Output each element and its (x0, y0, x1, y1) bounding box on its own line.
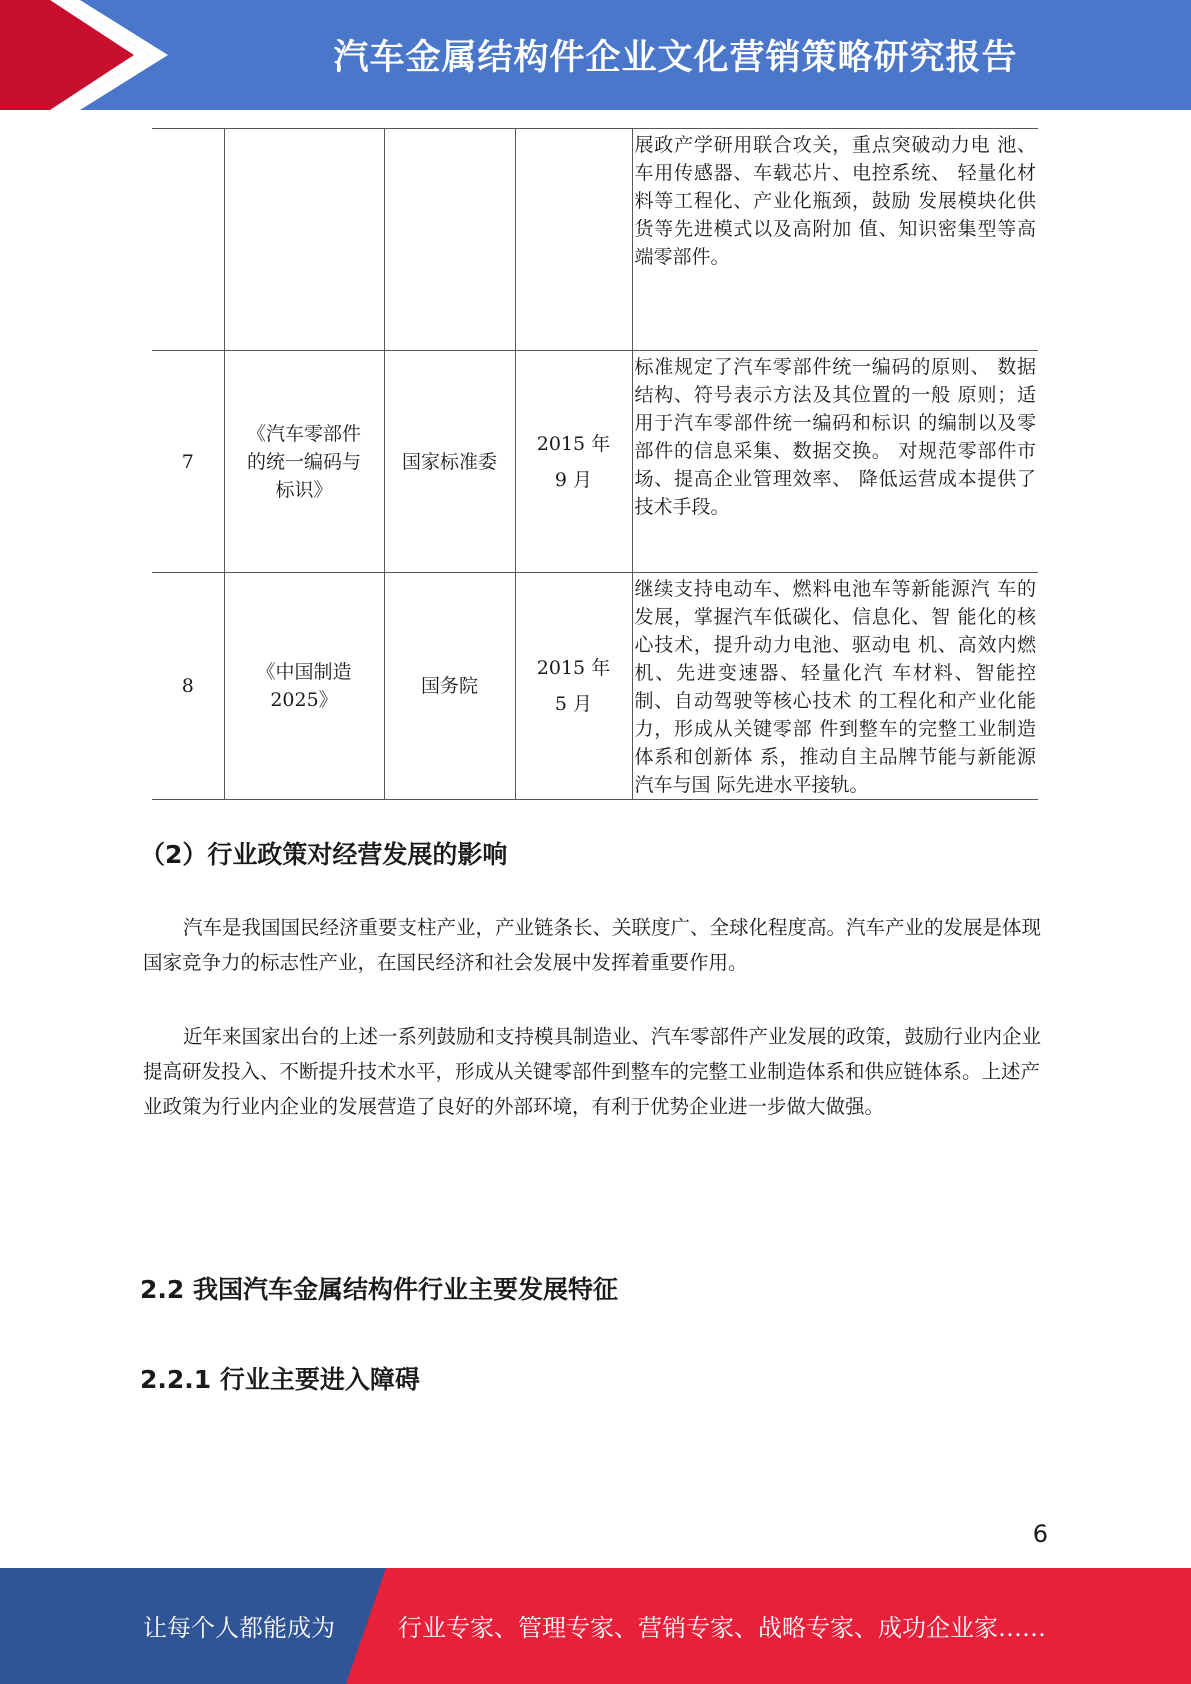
cell-date: 2015 年 5 月 (515, 573, 632, 800)
section-heading-impact: （2）行业政策对经营发展的影响 (140, 840, 508, 869)
cell-date (515, 129, 632, 351)
cell-content: 展政产学研用联合攻关，重点突破动力电 池、车用传感器、车载芯片、电控系统、 轻量化材料等工程化、产业化瓶颈，鼓励 发展模块化供货等先进模式以及高附加 值、知识密集型等高端零部件。 (632, 129, 1038, 351)
footer-slogan-right: 行业专家、管理专家、营销专家、战略专家、成功企业家…… (398, 1614, 1046, 1642)
page-footer (0, 1568, 1191, 1684)
section-heading-2-2: 2.2 我国汽车金属结构件行业主要发展特征 (140, 1275, 618, 1304)
cell-content: 标准规定了汽车零部件统一编码的原则、 数据结构、符号表示方法及其位置的一般 原则；适用于汽车零部件统一编码和标识 的编制以及零部件的信息采集、数据交换。 对规范零部件市场、提高企业管理效率、 降低运营成本提供了技术手段。 (632, 351, 1038, 573)
report-title: 汽车金属结构件企业文化营销策略研究报告 (333, 38, 1018, 78)
cell-department: 国务院 (384, 573, 515, 800)
cell-policy-name: 《汽车零部件 的统一编码与 标识》 (224, 351, 384, 573)
table-row (152, 573, 1038, 800)
cell-date: 2015 年 9 月 (515, 351, 632, 573)
cell-no: 8 (152, 573, 224, 800)
paragraph-impact-2: 近年来国家出台的上述一系列鼓励和支持模具制造业、汽车零部件产业发展的政策，鼓励行业内企业提高研发投入、不断提升技术水平，形成从关键零部件到整车的完整工业制造体系和供应链体系。上述产业政策为行业内企业的发展营造了良好的外部环境，有利于优势企业进一步做大做强。 (143, 1025, 1042, 1118)
table-row (152, 351, 1038, 573)
cell-policy-name (224, 129, 384, 351)
cell-content: 继续支持电动车、燃料电池车等新能源汽 车的发展，掌握汽车低碳化、信息化、智 能化的核心技术，提升动力电池、驱动电 机、高效内燃机、先进变速器、轻量化汽 车材料、智能控制、自动驾驶等核心技术 的工程化和产业化能力，形成从关键零部 件到整车的完整工业制造体系和创新体 系，推动自主品牌节能与新能源汽车与国 际先进水平接轨。 (632, 573, 1038, 800)
cell-department: 国家标准委 (384, 351, 515, 573)
paragraph-impact-1: 汽车是我国国民经济重要支柱产业，产业链条长、关联度广、全球化程度高。汽车产业的发展是体现国家竞争力的标志性产业，在国民经济和社会发展中发挥着重要作用。 (143, 916, 1042, 974)
section-heading-2-2-1: 2.2.1 行业主要进入障碍 (140, 1365, 420, 1394)
cell-department (384, 129, 515, 351)
cell-policy-name: 《中国制造 2025》 (224, 573, 384, 800)
policy-table (152, 128, 1038, 800)
page-header (0, 0, 1191, 110)
page-number: 6 (1032, 1520, 1048, 1548)
table-row (152, 129, 1038, 351)
cell-no: 7 (152, 351, 224, 573)
footer-slogan-left: 让每个人都能成为 (143, 1614, 335, 1642)
cell-no (152, 129, 224, 351)
